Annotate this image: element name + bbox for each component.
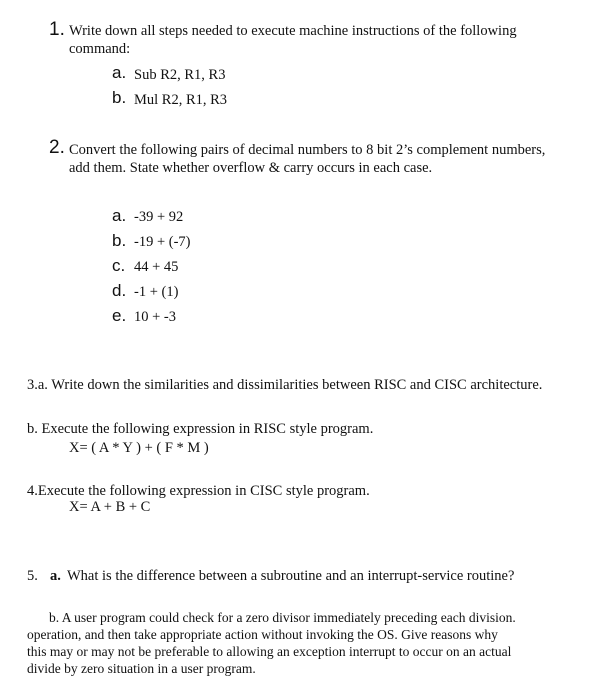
q1-text-line1: Write down all steps needed to execute machine instructions of the following bbox=[69, 23, 517, 39]
q2-text-line2: add them. State whether overflow & carry occurs in each case. bbox=[69, 160, 433, 176]
q2-item-b-letter: b. bbox=[112, 231, 127, 250]
q4-expression: X= A + B + C bbox=[69, 499, 151, 515]
q3b-text: b. Execute the following expression in RISC style program. bbox=[27, 421, 374, 437]
q5b-line4: divide by zero situation in a user program. bbox=[27, 661, 256, 676]
q2-item-d-text: -1 + (1) bbox=[134, 284, 179, 300]
q2-item-e-letter: e. bbox=[112, 306, 127, 325]
q4-text: 4.Execute the following expression in CISC style program. bbox=[27, 483, 370, 499]
q5-number: 5. bbox=[27, 568, 38, 584]
q1-text-line2: command: bbox=[69, 41, 131, 57]
q2-item-e-text: 10 + -3 bbox=[134, 309, 177, 325]
q1-number: 1. bbox=[49, 19, 65, 40]
q2-number: 2. bbox=[49, 137, 65, 158]
q3b-expression: X= ( A * Y ) + ( F * M ) bbox=[69, 440, 209, 456]
q2-item-c-letter: c. bbox=[112, 256, 126, 275]
q2-item-b-text: -19 + (-7) bbox=[134, 234, 191, 250]
q5b-line1: b. A user program could check for a zero divisor immediately preceding each division. bbox=[49, 610, 516, 625]
q5b-line2: operation, and then take appropriate action without invoking the OS. Give reasons why bbox=[27, 627, 498, 642]
q5a-text: What is the difference between a subroutine and an interrupt-service routine? bbox=[67, 568, 515, 584]
q1-item-b-letter: b. bbox=[112, 88, 127, 107]
q5b-line3: this may or may not be preferable to allowing an exception interrupt to occur on an actual bbox=[27, 644, 512, 659]
q1-item-a-letter: a. bbox=[112, 63, 127, 82]
q5a-label: a. bbox=[50, 568, 61, 584]
q2-item-a-text: -39 + 92 bbox=[134, 209, 184, 225]
q3a-text: 3.a. Write down the similarities and dissimilarities between RISC and CISC architecture. bbox=[27, 377, 543, 393]
q1-item-a-text: Sub R2, R1, R3 bbox=[134, 67, 226, 83]
q2-item-d-letter: d. bbox=[112, 281, 127, 300]
q2-text-line1: Convert the following pairs of decimal numbers to 8 bit 2’s complement numbers, bbox=[69, 142, 546, 158]
q2-item-c-text: 44 + 45 bbox=[134, 259, 179, 275]
q1-item-b-text: Mul R2, R1, R3 bbox=[134, 92, 228, 108]
q2-item-a-letter: a. bbox=[112, 206, 127, 225]
